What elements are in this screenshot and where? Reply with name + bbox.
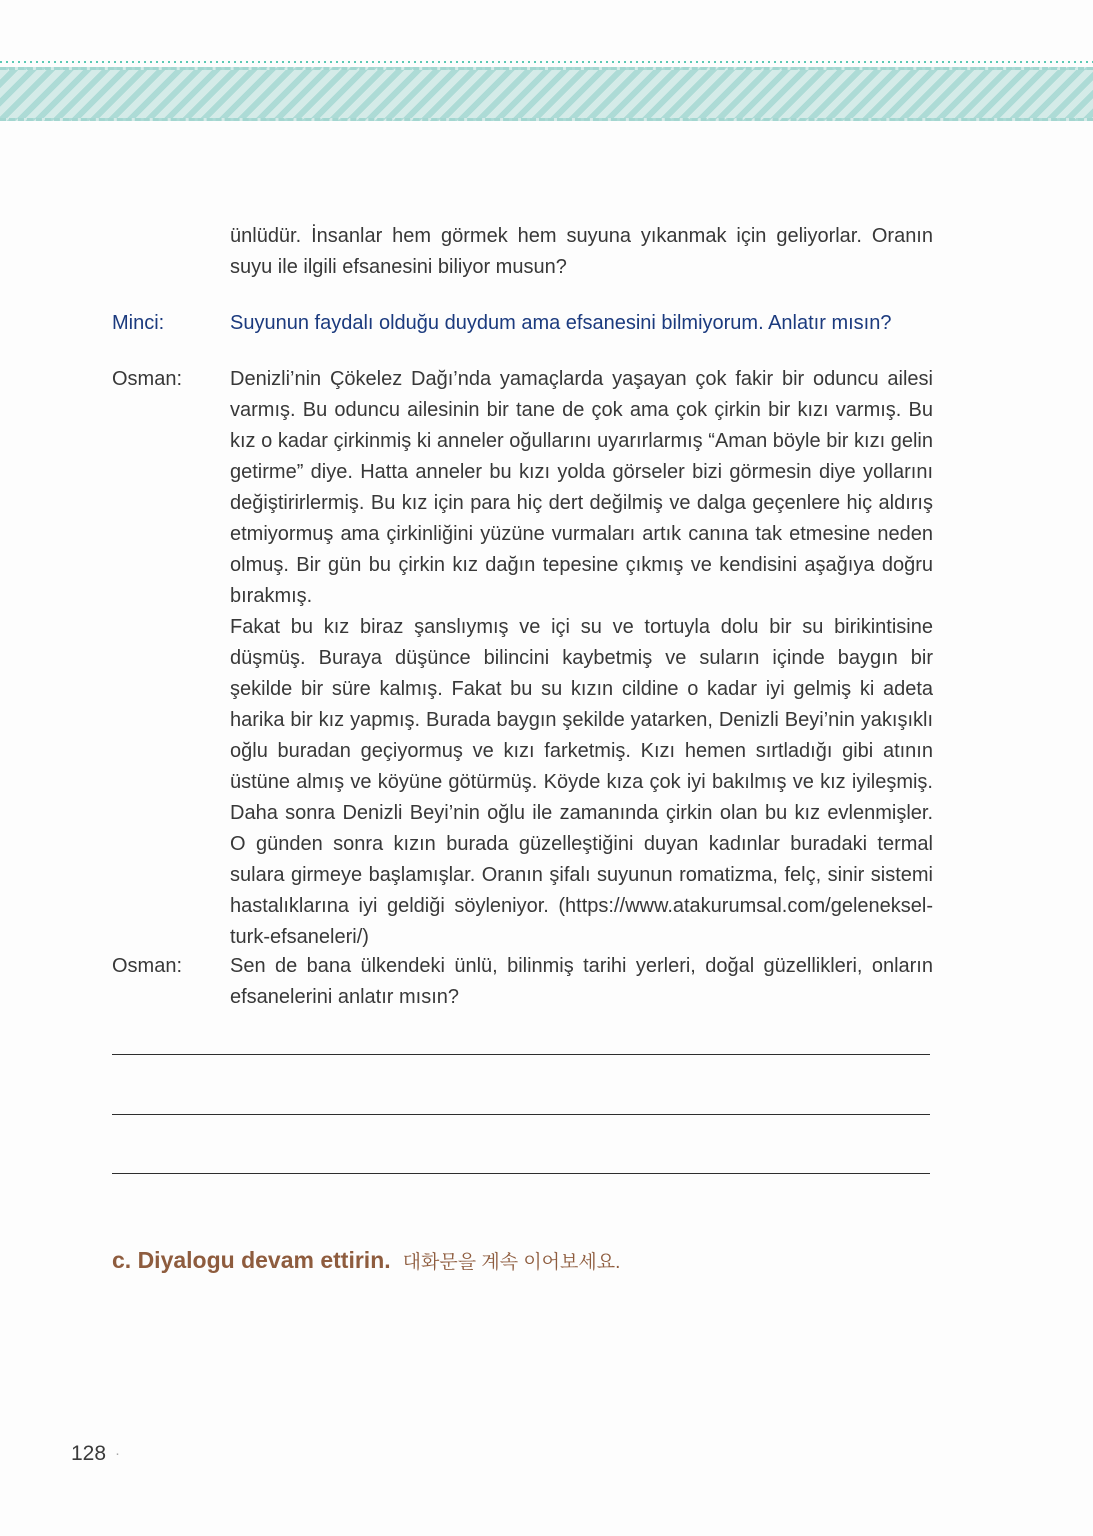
speech-text: Suyunun faydalı olduğu duydum ama efsanesini bilmiyorum. Anlatır mısın? <box>230 312 892 334</box>
page-number: 128 <box>71 1442 107 1465</box>
speech-text: Sen de bana ülkendeki ünlü, bilinmiş tarihi yerleri, doğal güzellikleri, onların efsanelerini anlatır mısın? <box>230 955 933 1008</box>
page-number-separator: · <box>115 1445 121 1462</box>
exercise-heading <box>112 1247 620 1274</box>
speech-paragraph: Denizli’nin Çökelez Dağı’nda yamaçlarda yaşayan çok fakir bir oduncu ailesi varmış. Bu oduncu ailesinin bir tane de çok ama çok çirkin bir kızı varmış. Bu kız o kadar çirkinmiş ki anneler oğullarını uyarırlarmış “Aman böyle bir kızı gelin getirme” diye. Hatta anneler bu kızı yolda görseler bizi görmesin diye yollarını değiştirirlermiş. Bu kız için para hiç dert değilmiş ve dalga geçenlere hiç aldırış etmiyormuş ama çirkinliğini yüzüne vurmaları artık canına tak etmesine neden olmuş. Bir gün bu çirkin kız dağın tepesine çıkmış ve kendisini aşağıya doğru bırakmış. <box>230 368 933 607</box>
striped-band <box>0 67 1093 121</box>
page-footer <box>71 1442 120 1466</box>
dialogue-turn <box>112 221 933 283</box>
speaker-label: Osman: <box>112 955 183 977</box>
speech-text <box>230 364 933 953</box>
exercise-label: c. Diyalogu devam ettirin. <box>112 1247 391 1273</box>
answer-line <box>112 1173 930 1174</box>
dialogue-turn <box>112 308 933 339</box>
answer-line <box>112 1054 930 1055</box>
speech-paragraph: Fakat bu kız biraz şanslıymış ve içi su ve tortuyla dolu bir su birikintisine düşmüş. Buraya düşünce bilincini kaybetmiş ve suların içinde baygın bir şekilde bir süre kalmış. Fakat bu su kızın cildine o kadar iyi gelmiş ki adeta harika bir kız yapmış. Burada baygın şekilde yatarken, Denizli Beyi’nin yakışıklı oğlu buradan geçiyormuş ve kızı farketmiş. Kızı hemen sırtladığı gibi atının üstüne almış ve köyüne götürmüş. Köyde kıza çok iyi bakılmış ve kız iyileşmiş. Daha sonra Denizli Beyi’nin oğlu ile zamanında çirkin olan bu kız evlenmişler. O günden sonra kızın burada güzelleştiğini duyan kadınlar buradaki termal sulara girmeye başlamışlar. Oranın şifalı suyunun romatizma, felç, sinir sistemi hastalıklarına iyi geldiği söyleniyor. (https://www.atakurumsal.com/geleneksel-turk-efsaneleri/) <box>230 616 933 948</box>
dialogue-turn <box>112 364 933 953</box>
dialogue-turn <box>112 951 933 1013</box>
speaker-label: Osman: <box>112 368 183 390</box>
answer-line <box>112 1114 930 1115</box>
speech-text: ünlüdür. İnsanlar hem görmek hem suyuna yıkanmak için geliyorlar. Oranın suyu ile ilgili efsanesini biliyor musun? <box>230 225 933 278</box>
exercise-instruction-korean: 대화문을 계속 이어보세요. <box>402 1252 621 1273</box>
dotted-rule <box>0 61 1093 63</box>
speaker-label: Minci: <box>112 312 165 334</box>
